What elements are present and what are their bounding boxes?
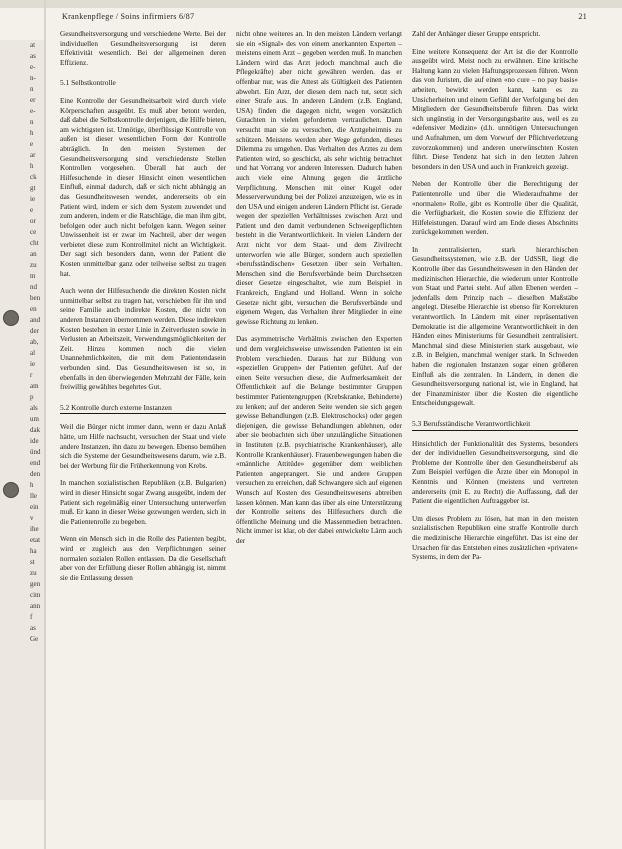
paragraph: Zahl der Anhänger dieser Gruppe entspricht.	[412, 30, 541, 38]
margin-fragment: ben	[30, 294, 41, 302]
margin-fragment: gt	[30, 184, 36, 192]
paragraph: Neben der Kontrolle über die Berechtigung der Patientenrolle und über die Wiederaufnahme der «normalen» Rolle, gibt es Kontrolle über die Qualität, die Verfügbarkeit, die Kosten sowie die Effizienz der Hilfeleistungen. Darauf wird am Ende dieses Abschnitts zurückgekommen werden.	[412, 180, 578, 237]
page-fold	[44, 0, 46, 849]
margin-fragment: ihe	[30, 525, 39, 533]
margin-fragment: cht	[30, 239, 39, 247]
margin-fragment: al	[30, 349, 36, 357]
margin-fragment: end	[30, 459, 41, 467]
margin-fragment: h	[30, 162, 34, 170]
margin-fragment: ar	[30, 151, 36, 159]
margin-fragment: e	[30, 206, 34, 214]
margin-fragment: den	[30, 470, 41, 478]
margin-fragment: e-	[30, 63, 36, 71]
margin-fragment: an	[30, 250, 37, 258]
paragraph: Eine weitere Konsequenz der Art ist die der Kontrolle ausgeübt wird. Meist noch zu erwähnen. Eine kritische Haltung kann zu vielen Haftungsprozessen führen. Wenn das von Juristen, die auf einen «no cure – no pay basis» arbeiten, bewirkt werden kann, kann es zu Unsicherheiten und einem Gefühl der Verfolgung bei den Mitgliedern der Gesundheitsberufe führen. Das wirkt sich ungünstig in der Versorgungsbarite aus, weil es zu «defensiver Medizin» (d.h. unnötigen Untersuchungen und Aufnahmen, um dem Vorwurf der Pflichtverletzung zuvorzukommen) und anderen unerwünschten Kosten führt. Diese Tendenz hat sich in den letzten Jahren besonders in den USA und auch in Frankreich gezeigt.	[412, 47, 578, 171]
margin-fragment: ce	[30, 228, 37, 236]
paragraph: Auch wenn der Hilfesuchende die direkten Kosten nicht unmittelbar selbst zu tragen hat, verschieben für ihn und seine Familie auch indirekte Kosten, die nicht von anderen Instanzen übernommen werden. Diese indirekten Kosten bestehen in erster Linie in Zeitverlusten sowie in Verlusten an Arbeitszeit, Verwendungsmöglichkeiten der Zeit. Hinzu kommen noch die vielen Unannehmlichkeiten, die mit dem Patientendasein verbunden sind. Das Gesundheitswesen ist so, in ebenfalls in den überwiegenden Mehrzahl der Fälle, kein freiwillig gewähltes begehrtes Gut.	[60, 287, 226, 392]
section-heading: 5.3 Berufsständische Verantwortlichkeit	[412, 419, 578, 431]
margin-fragment: at	[30, 41, 36, 49]
margin-fragment: v	[30, 514, 34, 522]
margin-fragment: h	[30, 129, 34, 137]
margin-fragment: ie	[30, 195, 36, 203]
text-column-3	[412, 30, 578, 571]
binder-hole-icon	[3, 310, 19, 326]
text-column-2	[236, 30, 402, 554]
margin-fragment: nd	[30, 283, 37, 291]
paragraph: Hinsichtlich der Funktionalität des Systems, besonders der der individuellen Gesundheitsversorgung, sind die Probleme der Kontrolle über den Gesundheitsberuf als Zum Beispiel verfügen die Ärzte über ein Monopol in Kenntnis und Können (meistens und vertreten andererseits (mit E. zu Recht) die Auffassung, daß der Patient die eigentlichen Auftraggeber ist.	[412, 439, 578, 506]
margin-fragment: or	[30, 217, 36, 225]
section-heading: 5.1 Selbstkontrolle	[60, 78, 116, 88]
margin-fragment: ünd	[30, 448, 41, 456]
paragraph: Um dieses Problem zu lösen, hat man in den meisten sozialistischen Republiken eine straffe Kontrolle durch die medizinische Hierarchie eingeführt. Das ist eine der Ursachen für das Entstehen eines zusätzlichen «privaten» Systems, in dem der Pa-	[412, 514, 578, 562]
margin-fragment: ha	[30, 547, 37, 555]
adjacent-page-strip	[0, 40, 44, 800]
margin-fragment: ide	[30, 437, 39, 445]
margin-fragment: n	[30, 85, 34, 93]
margin-fragment: st	[30, 558, 35, 566]
margin-fragment: as	[30, 52, 36, 60]
margin-fragment: r	[30, 371, 33, 379]
paragraph: Gesundheitsversorgung und verschiedene Werte. Bei der individuellen Gesundheitsversorgung ist deren Effektivität wesentlich. Bei der allgemeinen deren Effizienz.	[60, 30, 226, 67]
margin-fragment: als	[30, 404, 38, 412]
margin-fragment: er	[30, 96, 36, 104]
margin-fragment: zu	[30, 261, 37, 269]
margin-fragment: e-	[30, 107, 36, 115]
paragraph: nicht ohne weiteres an. In den meisten Ländern verlangt sie ein «Signal» des von einem anerkannten Experten – meistens einem Arzt – gegeben werden muß. In manchen Ländern wird das Arzt jedoch manchmal auch die Pflegekräfte) aber nicht gewähren werden. das er offenbar nur, was die Attest als Gültigkeit des Patienten abwehrt. Ein Arzt, der diesen dem nach tut, setzt sich einer Strafe aus. In anderen Ländern (z.B. England, USA) finden die dagegen nicht, wegen vorsätzlich Gutachten in vielen geforderten vertraulichen. Dann versucht man sie zu versuchen, die Arztgeheimnis zu schützen. Meistens werden aber Wege gefunden, dieses Dilemma zu umgehen. Das Verhalten des Arztes zu dem Patienten wird, so geschickt, als sehr wichtig betrachtet und hat Vorrang vor anderen Interessen. Dadurch haben auch viele eine Ahnung gegen die ärztliche Verpflichtung. Menschen mit einer Kugel oder Messerverwundung bei der Polizei anzuzeigen, wie es in den USA und einigen anderen Ländern Pflicht ist. Gerade wegen der speziellen Verhältnisses zwischen Arzt und Patient und den damit verbundenen Schweigepflichten besteht in die Verantwortlichkeit. In vielen Ländern der Arzt nicht vor dem Staat- und dem Zivilrecht unterworfen wie alle Bürger, sondern auch speziellen «berufsständischen» Gesetzen über sein Verhalten. Menschen sind die Berufsverbände beim Durchsetzen dieser Gesetze eingeschaltet, wie zum Beispiel in Frankreich, England und Holland. Wenn in solche Gesetze nicht gibt, versuchen die Berufsverbände und eigenem Wegen, das Verhalten ihrer Mitglieder in eine gewisse Richtung zu lenken.	[236, 30, 402, 326]
page-number: 21	[578, 12, 587, 21]
paragraph: Weil die Bürger nicht immer dann, wenn er dazu Anlaß hätte, um Hilfe nachsucht, versuchen der Staat und viele andere Instanzen, ihn dazu zu bewegen. Ebenso bemühen sich die Systeme der Gesundheitswesens darum, wie z.B. bei der Werbung für die Früherkennung von Krebs.	[60, 423, 226, 470]
margin-fragment: f	[30, 613, 33, 621]
margin-fragment: dak	[30, 426, 41, 434]
binder-hole-icon	[3, 482, 19, 498]
margin-fragment: Ge	[30, 635, 39, 643]
margin-fragment: m	[30, 272, 36, 280]
margin-fragment: zu	[30, 569, 37, 577]
margin-fragment: lle	[30, 492, 37, 500]
journal-title: Krankenpflege / Soins infirmiers 6/87	[62, 12, 195, 21]
paragraph: Eine Kontrolle der Gesundheitsarbeit wird durch viele Körperschaften ausgeübt. Es muß aber betont werden, daß dabei die Selbstkontrolle derjenigen, die Hilfe bieten, am wichtigsten ist. Unnötige, überflüssige Kontrolle von außen ist dieser wesentlichen Form der Kontrolle abträglich. In den meisten Systemen der Gesundheitsversorgung sind verschiedenste Stellen Kontrollen vorgesehen. Überall hat auch der Hilfesuchende in dieser Hinsicht einen wesentlichen Einfluß, einmal dadurch, daß er sich nicht abhängig an das Gesundheitswesen wendet, andererseits ob ein Patient wird, indem er sich dem System zuwendet und zum anderen, indem er die Ratschläge, die man ihm gibt, befolgen oder auch nicht befolgen kann. Wegen seiner Unwissenheit ist er zwar im Nachteil, aber der wegen verbietet diese zum Kontrollmitel nicht an Wichtigkeit. Der sagt sich besonders dann, wenn der Patient die Kosten unmittelbar ganz oder teilweise selbst zu tragen hat.	[60, 96, 226, 278]
margin-fragment: etat	[30, 536, 41, 544]
section-heading: 5.2 Kontrolle durch externe Instanzen	[60, 403, 226, 415]
margin-fragment: am	[30, 382, 39, 390]
margin-fragment: ab,	[30, 338, 39, 346]
paragraph: In manchen sozialistischen Republiken (z.B. Bulgarien) wird in dieser Hinsicht sogar Zwang ausgeübt, indem der Patient sich regelmäßig einer Untersuchung unterwerfen muß. Er kann in dieser Weise gezwungen werden, sich in die Patientenrolle zu begeben.	[60, 479, 226, 526]
margin-fragment: gen	[30, 580, 41, 588]
margin-fragment: ck	[30, 173, 37, 181]
text-column-1	[60, 30, 226, 591]
margin-fragment: n-	[30, 74, 36, 82]
margin-fragment: p	[30, 393, 34, 401]
paragraph: Das asymmetrische Verhältnis zwischen den Experten und dem vergleichsweise unwissenden Patienten ist ein Problem verschieden. Daraus hat zur Bildung von «speziellen Gruppen» der Patienten geführt. Auf der einen Seite versuchen diese, die Aufmerksamkeit der Öffentlichkeit auf die Belange bestimmter Gruppen bestimmter Patientengruppen (Krebskranke, Behinderte) zu lenken; auf der anderen Seite wenden sie sich gegen gewisse Behandlungen (z.B. Elektroschocks) oder gegen diejenigen, die gewisse Behandlungen ablehnen, oder aber sie beobachten sich über unzulängliche Situationen in Instituten (z.B. psychiatrische Krankenhäuser), alle Kontrolle Krankenhäuser). Frauenbewegungen haben die «männliche Attitüde» gegenüber dem weiblichen Patienten angeprangert. Sie und andere Gruppen versuchen zu erreichen, daß Schwangere sich auf eigenen Wunsch auf Kosten des Gesundheitswesens abtreiben lassen können. Man kann das über als eine Unterstützung der Kontrolle seitens des Hilfesuchers durch die öffentliche Meinung und die Massenmedien betrachten. Nicht immer ist klar, ob der dabei entwickelte Lärm auch der	[236, 335, 402, 545]
page-top-shadow	[0, 0, 622, 8]
paragraph: Wenn ein Mensch sich in die Rolle des Patienten begibt, wird er zugleich aus den Verpflichtungen seiner normalen sozialen Rollen entlassen. Da die Gesellschaft aber von der Erfüllung dieser Rollen abhängig ist, nimmt sie die Entlassung dessen	[60, 535, 226, 582]
margin-fragment: e	[30, 140, 34, 148]
running-header	[50, 12, 605, 26]
margin-fragment: cim	[30, 591, 41, 599]
margin-fragment: n	[30, 118, 34, 126]
margin-fragment: and	[30, 316, 41, 324]
paragraph: In zentralisierten, stark hierarchischen Gesundheitssystemen, wie z.B. der UdSSR, liegt die Kontrolle über das Gesundheitswesen in den Händen der medizinischen Hierarchie, die wiederum unter Kontrolle von Staat und Partei steht. Auf allen Ebenen werden – jedenfalls dem Prinzip nach – dieselben Maßstäbe angelegt. Dieselbe Hierarchie ist ebenso für Korrekturen verantwortlich. In Ländern mit einer repräsentativen Demokratie ist die allgemeine Verantwortlichkeit in den Händen eines Ministeriums für Gesundheit zentralisiert. Manchmal sind diese Ministerien stark ausgebaut, wie z.B. in Belgien, manchmal weniger stark. In Schweden haben die regionalen Instanzen sogar einen größeren Einfluß als die zentralen. In Ländern, in denen die Gesundheitsversorgung national ist, wie in England, hat der Finanzminister über die Kosten die eigentliche Entscheidungsgewalt.	[412, 245, 578, 408]
margin-fragment: ein	[30, 503, 39, 511]
margin-fragment: h	[30, 481, 34, 489]
margin-fragment: der	[30, 327, 39, 335]
margin-fragment: ann	[30, 602, 41, 610]
margin-fragment: en	[30, 305, 37, 313]
margin-fragment: ie	[30, 360, 36, 368]
margin-fragment: um	[30, 415, 39, 423]
margin-fragment: as	[30, 624, 36, 632]
